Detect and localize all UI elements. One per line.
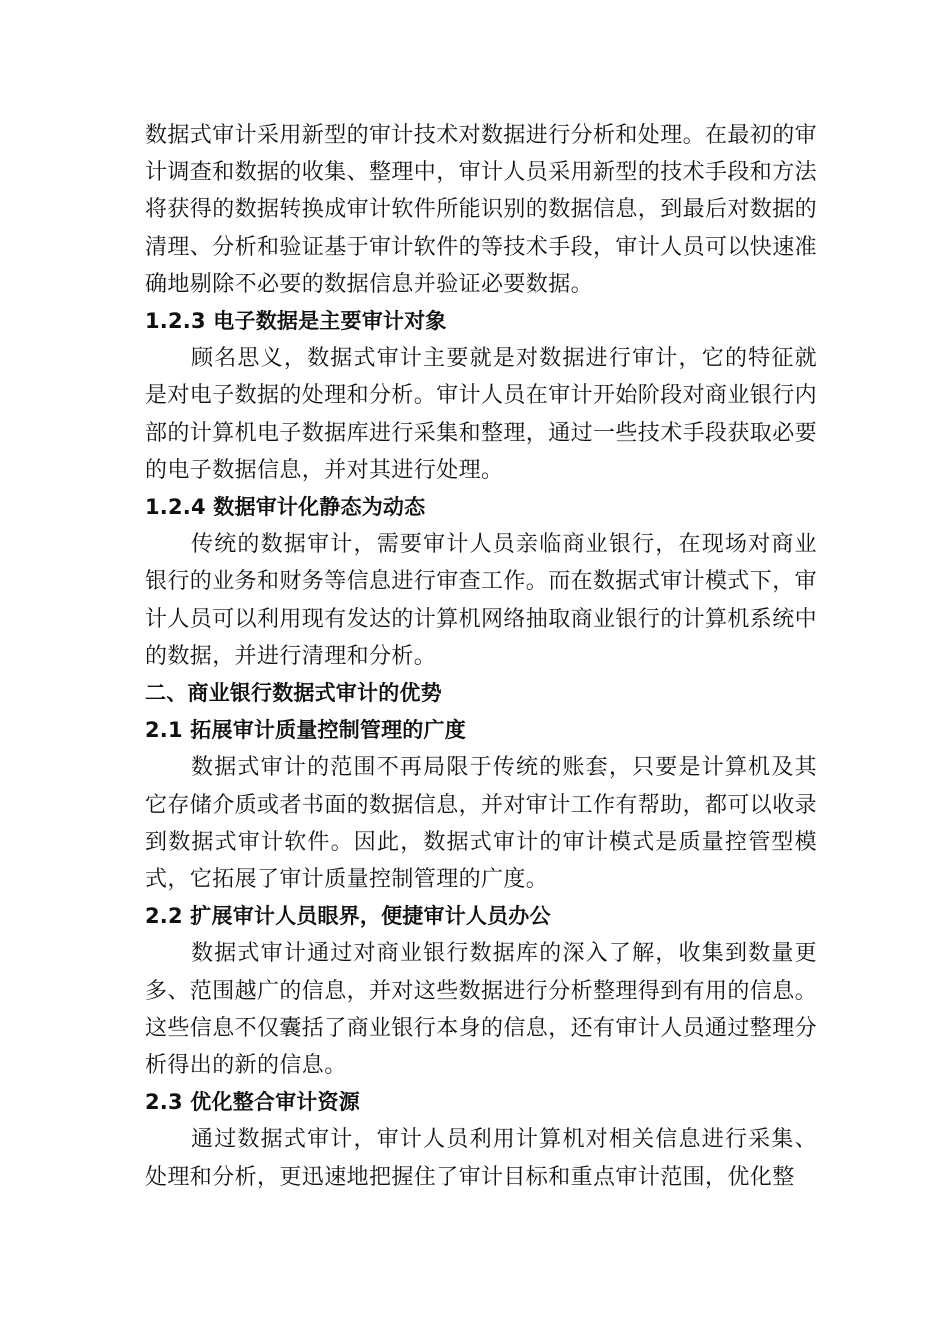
paragraph-2-2: 数据式审计通过对商业银行数据库的深入了解，收集到数量更多、范围越广的信息，并对这些数据进行分析整理得到有用的信息。这些信息不仅囊括了商业银行本身的信息，还有审计人员通过整理分析得出的新的信息。 bbox=[145, 941, 818, 1079]
paragraph-1-2-4: 传统的数据审计，需要审计人员亲临商业银行，在现场对商业银行的业务和财务等信息进行审查工作。而在数据式审计模式下，审计人员可以利用现有发达的计算机网络抽取商业银行的计算机系统中的数据，并进行清理和分析。 bbox=[145, 532, 818, 669]
document-page bbox=[145, 117, 817, 1196]
section-heading-2-2: 2.2 扩展审计人员眼界，便捷审计人员办公 bbox=[145, 904, 551, 929]
paragraph-2-3: 通过数据式审计，审计人员利用计算机对相关信息进行采集、处理和分析，更迅速地把握住了审计目标和重点审计范围，优化整 bbox=[145, 1127, 817, 1190]
paragraph-1-2-3: 顾名思义，数据式审计主要就是对数据进行审计，它的特征就是对电子数据的处理和分析。审计人员在审计开始阶段对商业银行内部的计算机电子数据库进行采集和整理，通过一些技术手段获取必要的电子数据信息，并对其进行处理。 bbox=[145, 346, 818, 483]
section-heading-2-3: 2.3 优化整合审计资源 bbox=[145, 1090, 360, 1115]
section-heading-1-2-3: 1.2.3 电子数据是主要审计对象 bbox=[145, 309, 447, 334]
section-heading-1-2-4: 1.2.4 数据审计化静态为动态 bbox=[145, 495, 426, 520]
section-heading-2-1: 2.1 拓展审计质量控制管理的广度 bbox=[145, 718, 466, 743]
paragraph-2-1: 数据式审计的范围不再局限于传统的账套，只要是计算机及其它存储介质或者书面的数据信息，并对审计工作有帮助，都可以收录到数据式审计软件。因此，数据式审计的审计模式是质量控管型模式，它拓展了审计质量控制管理的广度。 bbox=[145, 755, 818, 893]
paragraph-intro: 数据式审计采用新型的审计技术对数据进行分析和处理。在最初的审计调查和数据的收集、整理中，审计人员采用新型的技术手段和方法将获得的数据转换成审计软件所能识别的数据信息，到最后对数据的清理、分析和验证基于审计软件的等技术手段，审计人员可以快速准确地剔除不必要的数据信息并验证必要数据。 bbox=[145, 123, 818, 297]
chapter-heading-2: 二、商业银行数据式审计的优势 bbox=[145, 681, 442, 706]
